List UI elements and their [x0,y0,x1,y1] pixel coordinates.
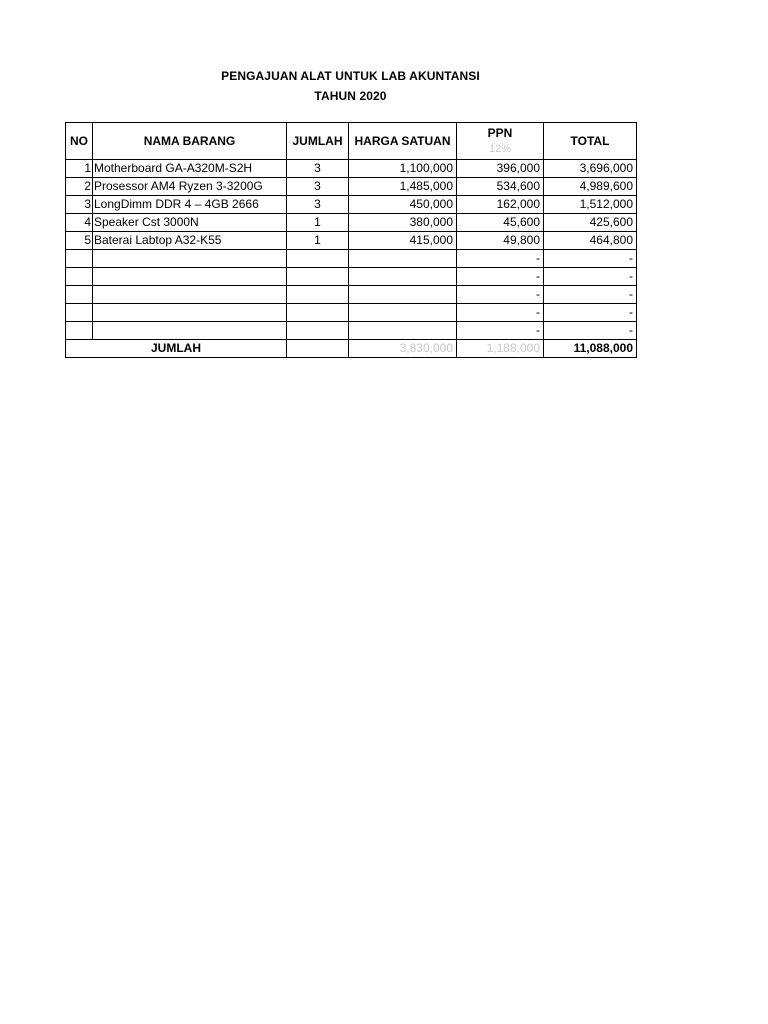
table-row [66,268,637,286]
cell-total: 464,800 [544,232,637,250]
header-total: TOTAL [544,123,637,160]
cell-total: 4,989,600 [544,178,637,196]
cell-total: 425,600 [544,214,637,232]
cell-ppn: 45,600 [457,214,544,232]
cell-harga-satuan [349,250,457,268]
cell-ppn: 534,600 [457,178,544,196]
footer-ppn: 1,188,000 [457,340,544,358]
header-ppn [457,123,544,160]
cell-harga-satuan: 1,485,000 [349,178,457,196]
cell-ppn: - [457,322,544,340]
cell-no: 4 [66,214,93,232]
table-row [66,286,637,304]
cell-ppn: 162,000 [457,196,544,214]
cell-jumlah [287,268,349,286]
cell-jumlah: 1 [287,232,349,250]
header-row [66,123,637,160]
cell-no [66,322,93,340]
cell-total: - [544,268,637,286]
table-body [66,160,637,340]
cell-jumlah [287,250,349,268]
cell-nama-barang: LongDimm DDR 4 – 4GB 2666 [93,196,287,214]
cell-jumlah: 3 [287,160,349,178]
cell-nama-barang [93,304,287,322]
cell-ppn: - [457,304,544,322]
cell-jumlah [287,322,349,340]
cell-harga-satuan [349,268,457,286]
cell-total: - [544,250,637,268]
cell-no: 2 [66,178,93,196]
cell-nama-barang [93,268,287,286]
cell-jumlah: 3 [287,196,349,214]
footer-row [66,340,637,358]
cell-total: 3,696,000 [544,160,637,178]
header-ppn-label: PPN [487,126,513,140]
cell-nama-barang: Motherboard GA-A320M-S2H [93,160,287,178]
cell-jumlah [287,304,349,322]
header-harga-satuan: HARGA SATUAN [349,123,457,160]
cell-ppn: 396,000 [457,160,544,178]
cell-nama-barang: Speaker Cst 3000N [93,214,287,232]
table-row [66,178,637,196]
cell-total: - [544,322,637,340]
cell-harga-satuan [349,304,457,322]
items-table [65,122,637,358]
cell-total: - [544,304,637,322]
cell-total: 1,512,000 [544,196,637,214]
cell-nama-barang [93,286,287,304]
cell-no [66,304,93,322]
header-nama-barang: NAMA BARANG [93,123,287,160]
cell-total: - [544,286,637,304]
cell-no: 3 [66,196,93,214]
cell-nama-barang: Prosessor AM4 Ryzen 3-3200G [93,178,287,196]
cell-jumlah [287,286,349,304]
table-row [66,214,637,232]
cell-ppn: - [457,286,544,304]
header-ppn-rate: 12% [488,143,512,155]
cell-harga-satuan: 1,100,000 [349,160,457,178]
cell-no [66,268,93,286]
cell-harga-satuan: 415,000 [349,232,457,250]
table-header [66,123,637,160]
header-jumlah: JUMLAH [287,123,349,160]
cell-nama-barang: Baterai Labtop A32-K55 [93,232,287,250]
footer-harga-satuan: 3,830,000 [349,340,457,358]
document-title: PENGAJUAN ALAT UNTUK LAB AKUNTANSI [221,69,480,83]
document-header [65,66,636,106]
footer-label: JUMLAH [66,340,287,358]
document-subtitle: TAHUN 2020 [314,89,387,103]
cell-harga-satuan [349,286,457,304]
cell-jumlah: 3 [287,178,349,196]
header-no: NO [66,123,93,160]
cell-ppn: - [457,250,544,268]
table-row [66,160,637,178]
cell-ppn: - [457,268,544,286]
table-row [66,196,637,214]
table-row [66,322,637,340]
cell-no: 1 [66,160,93,178]
table-row [66,250,637,268]
cell-no [66,286,93,304]
cell-ppn: 49,800 [457,232,544,250]
table-row [66,232,637,250]
cell-no [66,250,93,268]
cell-harga-satuan: 450,000 [349,196,457,214]
footer-jumlah [287,340,349,358]
cell-harga-satuan: 380,000 [349,214,457,232]
footer-total: 11,088,000 [544,340,637,358]
cell-harga-satuan [349,322,457,340]
cell-nama-barang [93,322,287,340]
table-row [66,304,637,322]
cell-nama-barang [93,250,287,268]
table-footer [66,340,637,358]
cell-jumlah: 1 [287,214,349,232]
cell-no: 5 [66,232,93,250]
